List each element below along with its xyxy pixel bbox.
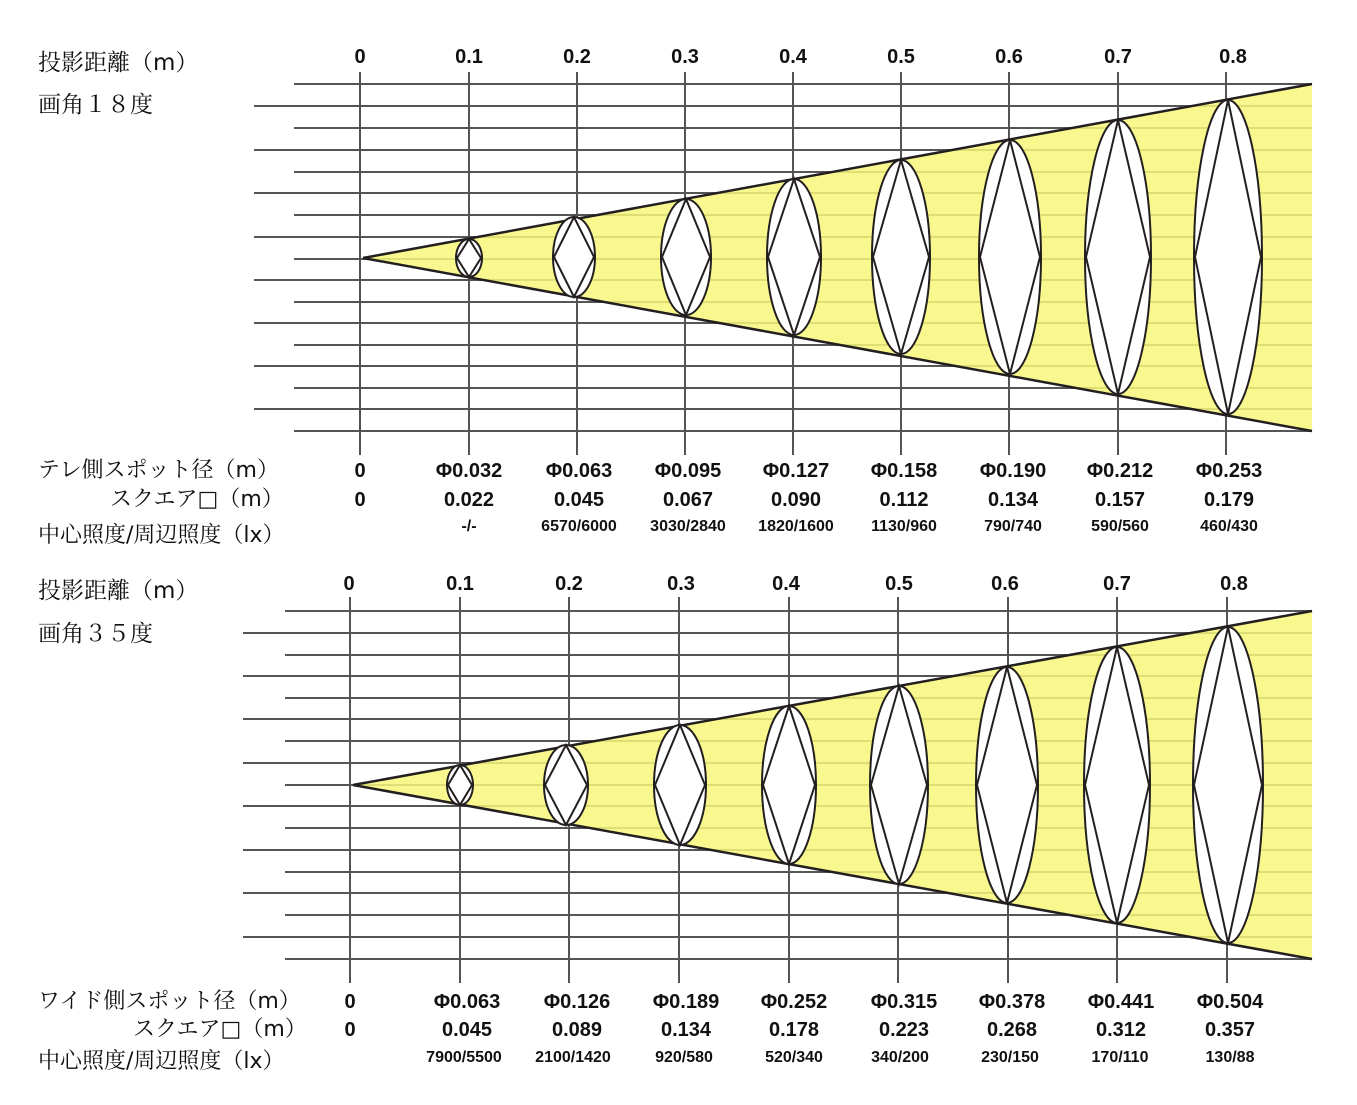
illuminance-value: 130/88	[1205, 1049, 1255, 1066]
illuminance-value: 790/740	[984, 518, 1042, 535]
spot-ellipse	[1084, 647, 1150, 923]
illuminance-value: 1130/960	[871, 518, 937, 535]
square-value: 0.090	[770, 489, 822, 511]
square-value: 0	[354, 489, 366, 511]
spot-value: Φ0.127	[762, 460, 830, 482]
angle-label: 画角１８度	[38, 92, 153, 118]
distance-tick: 0	[354, 46, 366, 68]
square-value: 0.067	[662, 489, 714, 511]
spot-ellipse	[979, 140, 1041, 374]
distance-tick: 0.1	[455, 46, 483, 68]
distance-tick: 0.5	[885, 573, 913, 595]
distance-tick: 0.3	[667, 573, 695, 595]
square-value: 0.357	[1204, 1019, 1256, 1041]
square-value: 0.045	[553, 489, 605, 511]
spot-diameter-label: テレ側スポット径（m）	[38, 458, 279, 483]
distance-label: 投影距離（m）	[38, 50, 199, 76]
illuminance-value: 170/110	[1091, 1049, 1149, 1066]
spot-value: 0	[354, 460, 366, 482]
square-value: 0.312	[1095, 1019, 1147, 1041]
panel-tele	[38, 46, 1312, 548]
square-value: 0.179	[1203, 489, 1255, 511]
spot-value: Φ0.032	[435, 460, 503, 482]
distance-tick: 0	[343, 573, 355, 595]
square-value: 0.045	[441, 1019, 493, 1041]
beam-cone	[353, 611, 1312, 959]
spot-value: Φ0.252	[760, 991, 828, 1013]
square-value: 0.223	[878, 1019, 930, 1041]
square-value: 0.112	[879, 489, 929, 511]
spot-value: Φ0.378	[978, 991, 1046, 1013]
spot-value: Φ0.158	[870, 460, 938, 482]
spot-ellipse	[976, 667, 1038, 903]
square-value: 0.268	[986, 1019, 1038, 1041]
spot-ellipse	[872, 160, 930, 354]
spot-ellipse	[544, 745, 588, 825]
spot-value: Φ0.190	[979, 460, 1047, 482]
spot-ellipse	[661, 199, 711, 315]
spot-ellipse	[1085, 120, 1151, 394]
square-values	[344, 1019, 1255, 1041]
square-value: 0.022	[443, 489, 495, 511]
spot-ellipse	[456, 239, 482, 277]
spot-value: Φ0.063	[545, 460, 613, 482]
square-value: 0.134	[987, 489, 1039, 511]
illuminance-value: 1820/1600	[758, 518, 834, 535]
illuminance-value: -/-	[461, 518, 477, 535]
illuminance-values	[461, 518, 1258, 535]
illuminance-value: 7900/5500	[426, 1049, 502, 1066]
illuminance-value: 340/200	[871, 1049, 929, 1066]
spot-value: Φ0.253	[1195, 460, 1263, 482]
spot-ellipse	[553, 217, 595, 297]
distance-tick: 0.6	[995, 46, 1023, 68]
distance-tick: 0.3	[671, 46, 699, 68]
panel-wide	[38, 573, 1312, 1074]
distance-tick: 0.7	[1103, 573, 1131, 595]
illuminance-value: 920/580	[655, 1049, 713, 1066]
distance-tick: 0.2	[563, 46, 591, 68]
illuminance-value: 460/430	[1200, 518, 1258, 535]
illuminance-value: 520/340	[765, 1049, 823, 1066]
square-value: 0.178	[768, 1019, 820, 1041]
spot-ellipse	[447, 765, 473, 805]
distance-tick: 0.7	[1104, 46, 1132, 68]
distance-tick: 0.4	[779, 46, 807, 68]
spot-value: Φ0.189	[652, 991, 720, 1013]
spot-ellipse	[654, 725, 706, 845]
square-value: 0.134	[660, 1019, 712, 1041]
spot-ellipse	[762, 706, 816, 864]
distance-label: 投影距離（m）	[38, 578, 199, 604]
angle-label: 画角３５度	[38, 621, 153, 647]
illuminance-value: 590/560	[1091, 518, 1149, 535]
distance-tick: 0.1	[446, 573, 474, 595]
illuminance-value: 6570/6000	[541, 518, 617, 535]
distance-ticks	[354, 46, 1246, 68]
spot-ellipse	[870, 686, 928, 884]
distance-tick: 0.2	[555, 573, 583, 595]
spot-value: Φ0.126	[543, 991, 611, 1013]
distance-ticks	[343, 573, 1247, 595]
beam-cone	[363, 84, 1312, 431]
square-values	[354, 489, 1254, 511]
spot-value: Φ0.315	[870, 991, 938, 1013]
illuminance-label: 中心照度/周辺照度（lx）	[38, 523, 285, 548]
spot-value: Φ0.504	[1196, 991, 1264, 1013]
distance-tick: 0.8	[1219, 46, 1247, 68]
illuminance-value: 230/150	[981, 1049, 1039, 1066]
distance-tick: 0.8	[1220, 573, 1248, 595]
spot-ellipse	[1194, 100, 1262, 414]
illuminance-values	[426, 1049, 1254, 1066]
square-label: スクエア□（m）	[110, 487, 284, 512]
square-value: 0.157	[1094, 489, 1146, 511]
distance-tick: 0.5	[887, 46, 915, 68]
spot-ellipse	[767, 179, 821, 335]
illuminance-value: 3030/2840	[650, 518, 726, 535]
illuminance-label: 中心照度/周辺照度（lx）	[38, 1049, 285, 1074]
spot-ellipse	[1193, 627, 1263, 943]
square-value: 0.089	[551, 1019, 603, 1041]
spot-values	[344, 991, 1264, 1013]
illuminance-value: 2100/1420	[535, 1049, 611, 1066]
spot-value: 0	[344, 991, 356, 1013]
square-label: スクエア□（m）	[133, 1017, 307, 1042]
distance-tick: 0.4	[772, 573, 800, 595]
distance-tick: 0.6	[991, 573, 1019, 595]
spot-value: Φ0.212	[1086, 460, 1154, 482]
spot-value: Φ0.441	[1087, 991, 1155, 1013]
spot-diameter-label: ワイド側スポット径（m）	[38, 989, 301, 1014]
spot-value: Φ0.063	[433, 991, 501, 1013]
square-value: 0	[344, 1019, 356, 1041]
spot-values	[354, 460, 1262, 482]
spot-value: Φ0.095	[654, 460, 722, 482]
